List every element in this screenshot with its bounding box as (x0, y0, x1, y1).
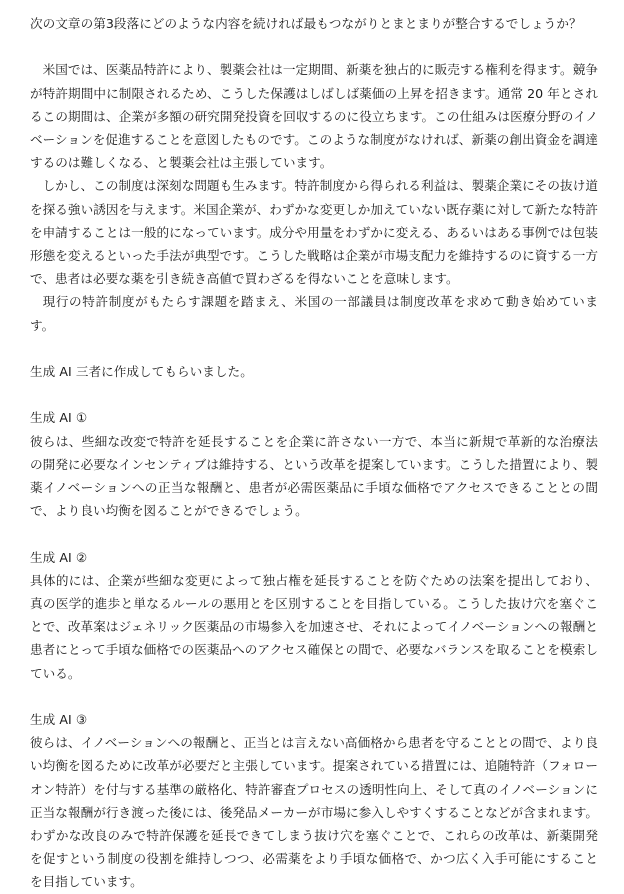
spacer (30, 337, 598, 360)
answer-2-text: 具体的には、企業が些細な変更によって独占権を延長することを防ぐための法案を提出しており、真の医学的進歩と単なるルールの悪用とを区別することを目指している。こうした抜け穴を塞ぐことで、改革案はジェネリック医薬品の市場参入を加速させ、それによってイノベーションへの報酬と患者にとって手頃な価格での医薬品へのアクセス確保との間で、必要なバランスを取ることを模索している。 (30, 572, 598, 681)
spacer (30, 383, 598, 406)
answer-1-heading: 生成 AI ① (30, 410, 88, 426)
passage (30, 58, 598, 336)
question-text: 次の文章の第3段落にどのような内容を続ければ最もつながりとまとまりが整合するでしょうか？ (30, 16, 582, 31)
document (30, 12, 598, 894)
spacer (30, 685, 598, 708)
answer-3 (30, 708, 598, 894)
answer-1 (30, 406, 598, 522)
answer-2 (30, 546, 598, 685)
answer-3-heading: 生成 AI ③ (30, 712, 88, 728)
intro-text: 生成 AI 三者に作成してもらいました。 (30, 364, 253, 380)
answer-1-text: 彼らは、些細な改変で特許を延長することを企業に許さない一方で、本当に新規で革新的な治療法の開発に必要なインセンティブは維持する、という改革を提案しています。こうした措置により、製薬イノベーションへの正当な報酬と、患者が必需医薬品に手頃な価格でアクセスできることとの間で、より良い均衡を図ることができるでしょう。 (30, 433, 598, 519)
spacer (30, 522, 598, 545)
answer-3-text: 彼らは、イノベーションへの報酬と、正当とは言えない高価格から患者を守ることとの間で、より良い均衡を図るために改革が必要だと主張しています。提案されている措置には、追随特許（フォローオン特許）を付与する基準の厳格化、特許審査プロセスの透明性向上、そして真のイノベーションに正当な報酬が行き渡った後には、後発品メーカーが市場に参入しやすくすることなどが含まれます。わずかな改良のみで特許保護を延長できてしまう抜け穴を塞ぐことで、これらの改革は、新薬開発を促すという制度の役割を維持しつつ、必需薬をより手頃な価格で、かつ広く入手可能にすることを目指しています。 (30, 735, 598, 890)
passage-paragraph-2: しかし、この制度は深刻な問題も生みます。特許制度から得られる利益は、製薬企業にその抜け道を探る強い誘因を与えます。米国企業が、わずかな変更しか加えていない既存薬に対して新たな特許を申請することは一般的になっています。成分や用量をわずかに変える、あるいはある事例では包装形態を変えるといった手法が典型です。こうした戦略は企業が市場支配力を維持するのに資する一方で、患者は必要な薬を引き続き高値で買わざるを得ないことを意味します。 (30, 178, 598, 287)
answer-2-heading: 生成 AI ② (30, 549, 88, 565)
passage-paragraph-1: 米国では、医薬品特許により、製薬会社は一定期間、新薬を独占的に販売する権利を得ます。競争が特許期間中に制限されるため、こうした保護はしばしば薬価の上昇を招きます。通常 20 年とされるこの期間は、企業が多額の研究開発投資を回収するのに役立ちます。この仕組みは医療分野のイノベーションを促進することを意図したものです。このような制度がなければ、新薬の創出資金を調達するのは難しくなる、と製薬会社は主張しています。 (30, 62, 598, 171)
passage-paragraph-3: 現行の特許制度がもたらす課題を踏まえ、米国の一部議員は制度改革を求めて動き始めています。 (30, 294, 598, 333)
spacer (30, 35, 598, 58)
